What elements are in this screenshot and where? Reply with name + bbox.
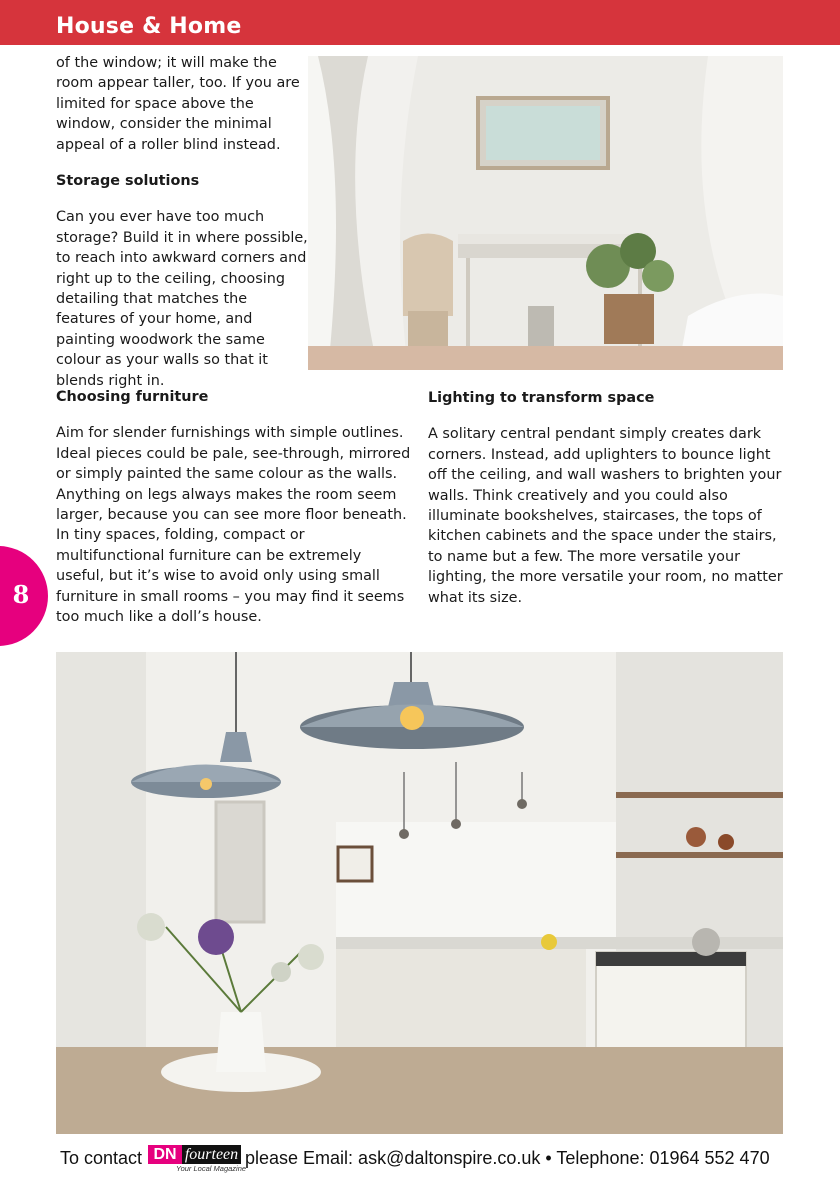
page-number: 8 bbox=[12, 580, 30, 609]
kitchen-pendant-lights-photo bbox=[56, 652, 783, 1134]
section-header-bar bbox=[0, 0, 840, 45]
storage-paragraph: Can you ever have too much storage? Build it in where possible, to reach into awkward corners and right up to the ceiling, choosing detailing that matches the features of your home, and painting woodwork the same colour as your walls so that it blends right in. bbox=[56, 209, 308, 389]
bedroom-desk-photo bbox=[308, 56, 783, 370]
section-title: House & Home bbox=[56, 14, 242, 39]
footer-contact-details: please Email: ask@daltonspire.co.uk • Telephone: 01964 552 470 bbox=[245, 1148, 770, 1168]
lighting-heading: Lighting to transform space bbox=[428, 390, 655, 406]
dn-fourteen-logo bbox=[148, 1145, 247, 1173]
storage-heading: Storage solutions bbox=[56, 173, 200, 190]
furniture-paragraph: Aim for slender furnishings with simple outlines. Ideal pieces could be pale, see-through, mirrored or simply painted the same colour as the walls. Anything on legs always makes the room seem larger, because you can see more floor beneath. In tiny spaces, folding, compact or multifunctional furniture can be extremely useful, but it’s wise to avoid only using small furniture in small rooms – you may find it seems too much like a doll’s house. bbox=[56, 425, 411, 626]
column-3 bbox=[428, 388, 788, 608]
furniture-heading: Choosing furniture bbox=[56, 389, 209, 405]
lighting-paragraph: A solitary central pendant simply creates dark corners. Instead, add uplighters to bounce light off the ceiling, and wall washers to brighten your walls. Think creatively and you could also illuminate bookshelves, staircases, the tops of kitchen cabinets and the space under the stairs, to name but a few. The more versatile your lighting, the more versatile your room, no matter what its size. bbox=[428, 426, 783, 606]
footer-prefix: To contact bbox=[60, 1148, 143, 1168]
footer-contact bbox=[0, 1145, 840, 1175]
logo-dn: DN bbox=[148, 1145, 182, 1164]
logo-fourteen: fourteen bbox=[182, 1145, 241, 1164]
logo-tagline: Your Local Magazine bbox=[176, 1164, 247, 1173]
column-2 bbox=[56, 387, 412, 627]
column-1 bbox=[56, 53, 308, 391]
intro-paragraph: of the window; it will make the room appear taller, too. If you are limited for space above the window, consider the minimal appeal of a roller blind instead. bbox=[56, 55, 300, 153]
